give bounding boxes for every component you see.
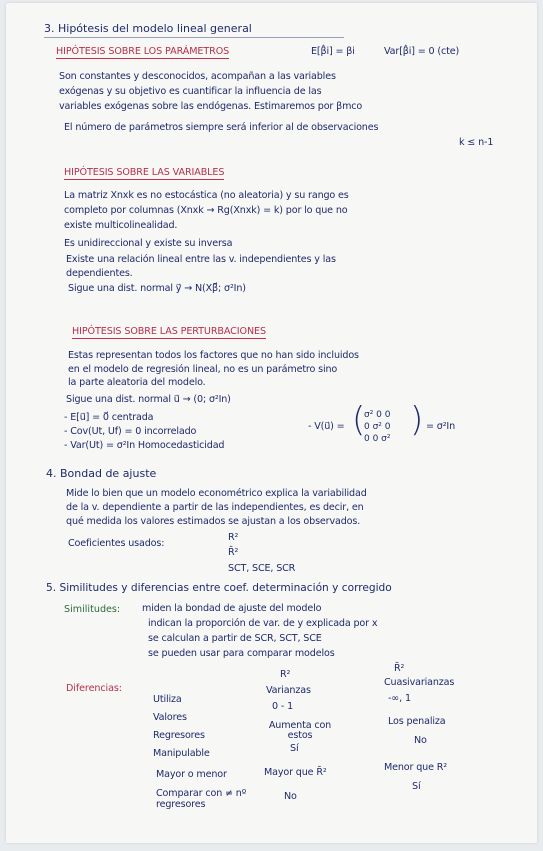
- vars-line-5: Existe una relación lineal entre las v. independientes y las: [66, 254, 336, 265]
- notebook-page: [6, 3, 537, 843]
- variance-matrix: ( σ² 0 0 0 σ² 0 0 0 σ² ): [352, 400, 424, 444]
- perts-line-1: Estas representan todos los factores que no han sido incluidos: [68, 350, 359, 361]
- table-row-label: Utiliza: [153, 694, 182, 705]
- matrix-row-2: 0 σ² 0: [364, 422, 391, 432]
- perts-line-3: la parte aleatoria del modelo.: [68, 377, 206, 388]
- table-header-r2-adjusted: R̄²: [394, 663, 405, 674]
- params-line-1: Son constantes y desconocidos, acompañan a las variables: [59, 71, 336, 82]
- similarity-item: se calculan a partir de SCR, SCT, SCE: [148, 633, 322, 644]
- table-cell-r2: Sí: [290, 743, 299, 754]
- params-line-5: k ≤ n-1: [459, 137, 494, 148]
- table-cell-r2-adjusted: -∞, 1: [388, 693, 411, 704]
- perts-line-4: Sigue una dist. normal u⃗ → (0; σ²In): [66, 394, 231, 405]
- coef-sums: SCT, SCE, SCR: [228, 563, 296, 574]
- differences-label: Diferencias:: [66, 683, 122, 694]
- params-expectation: E[β̂i] = βi: [311, 46, 355, 57]
- table-row-label: Valores: [153, 712, 187, 723]
- s4-line-2: de la v. dependiente a partir de las independientes, es decir, en: [66, 502, 364, 513]
- similarity-item: indican la proporción de var. de y explicada por x: [148, 618, 378, 629]
- coef-label: Coeficientes usados:: [68, 538, 165, 549]
- s4-line-1: Mide lo bien que un modelo econométrico explica la variabilidad: [66, 488, 367, 499]
- vars-line-3: existe multicolinealidad.: [64, 220, 178, 231]
- similarities-label: Similitudes:: [64, 604, 121, 615]
- table-cell-r2: 0 - 1: [272, 701, 294, 712]
- table-row-label: Mayor o menor: [156, 769, 227, 780]
- params-line-4: El número de parámetros siempre será inferior al de observaciones: [64, 122, 379, 133]
- table-row-label: Manipulable: [153, 748, 210, 759]
- table-cell-r2: No: [284, 791, 297, 802]
- matrix-row-3: 0 0 σ²: [364, 434, 391, 444]
- table-header-r2: R²: [280, 669, 291, 680]
- params-line-2: exógenas y su objetivo es cuantificar la influencia de las: [59, 86, 322, 97]
- perts-line-5: - E[u⃗] = 0⃗ centrada: [64, 412, 154, 423]
- title-underline: [44, 37, 344, 38]
- matrix-row-1: σ² 0 0: [364, 410, 391, 420]
- vars-heading: HIPÓTESIS SOBRE LAS VARIABLES: [64, 167, 225, 178]
- perts-line-7: - Var(Ut) = σ²In Homocedasticidad: [64, 440, 225, 451]
- similarity-item: se pueden usar para comparar modelos: [148, 648, 335, 659]
- matrix-result: = σ²In: [426, 421, 456, 432]
- perts-heading: HIPÓTESIS SOBRE LAS PERTURBACIONES: [72, 326, 266, 337]
- variance-matrix-label: - V(u⃗) =: [308, 421, 345, 432]
- table-cell-r2-adjusted: No: [414, 735, 427, 746]
- vars-line-6: dependientes.: [66, 268, 133, 279]
- table-cell-r2-adjusted: Sí: [412, 781, 421, 792]
- table-cell-r2: Varianzas: [266, 685, 311, 696]
- params-line-3: variables exógenas sobre las endógenas. Estimaremos por βmco: [59, 101, 363, 112]
- vars-line-4: Es unidireccional y existe su inversa: [64, 238, 233, 249]
- coef-r2: R²: [228, 532, 239, 543]
- coef-r2-adjusted: R̄²: [228, 547, 239, 558]
- table-cell-r2: Aumenta con estos: [268, 720, 332, 741]
- section-5-title: 5. Similitudes y diferencias entre coef. determinación y corregido: [46, 582, 392, 594]
- section-4-title: 4. Bondad de ajuste: [46, 467, 157, 480]
- vars-line-1: La matriz Xnxk es no estocástica (no aleatoria) y su rango es: [64, 190, 349, 201]
- perts-line-6: - Cov(Ut, Uf) = 0 incorrelado: [64, 426, 197, 437]
- similarity-item: miden la bondad de ajuste del modelo: [142, 603, 322, 614]
- table-row-label: Regresores: [153, 730, 205, 741]
- perts-line-2: en el modelo de regresión lineal, no es un parámetro sino: [68, 364, 338, 375]
- table-cell-r2-adjusted: Cuasivarianzas: [384, 677, 455, 688]
- table-row-label: Comparar con ≠ nº regresores: [156, 788, 247, 810]
- section-3-title: 3. Hipótesis del modelo lineal general: [44, 22, 252, 35]
- s4-line-3: qué medida los valores estimados se ajustan a los observados.: [66, 516, 361, 527]
- params-variance: Var[β̂i] = 0 (cte): [384, 46, 460, 57]
- table-cell-r2: Mayor que R̄²: [264, 767, 327, 778]
- table-cell-r2-adjusted: Menor que R²: [384, 762, 447, 773]
- table-cell-r2-adjusted: Los penaliza: [388, 716, 446, 727]
- vars-line-7: Sigue una dist. normal y⃗ → N(Xβ⃗; σ²In): [68, 283, 246, 294]
- vars-line-2: completo por columnas (Xnxk → Rg(Xnxk) = k) por lo que no: [64, 205, 348, 216]
- params-heading: HIPÓTESIS SOBRE LOS PARÁMETROS: [56, 46, 230, 57]
